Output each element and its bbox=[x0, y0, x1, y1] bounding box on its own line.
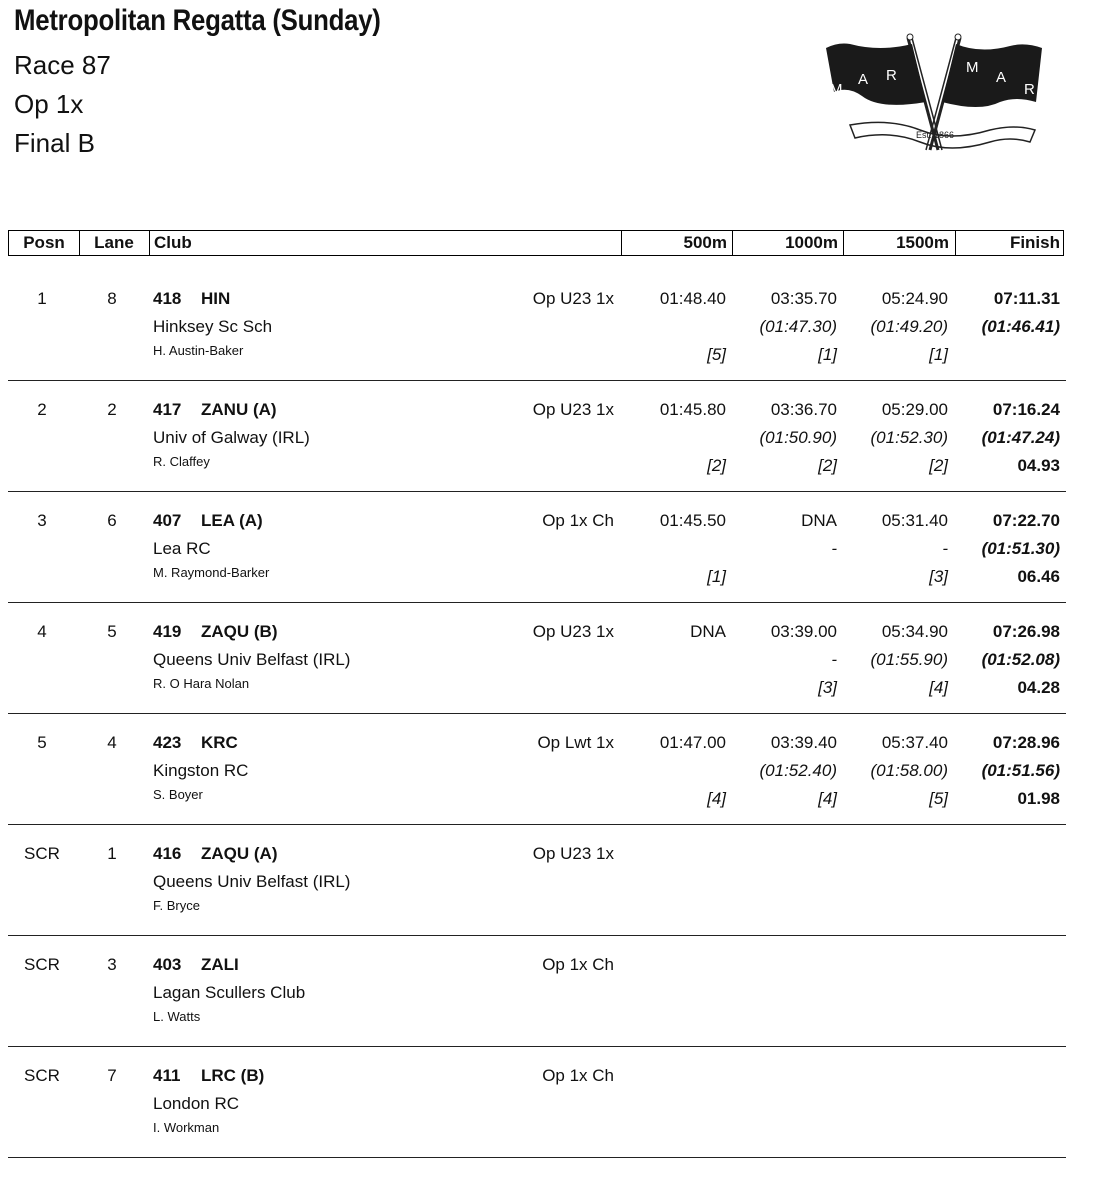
split-1000m: (01:52.40) bbox=[759, 761, 837, 780]
rank-1000m: [1] bbox=[818, 345, 837, 364]
lane: 7 bbox=[107, 1066, 117, 1085]
position: 2 bbox=[37, 400, 47, 419]
rank-1000m: [4] bbox=[818, 789, 837, 808]
crew-name: R. O Hara Nolan bbox=[153, 676, 250, 691]
split-1500m: - bbox=[942, 539, 948, 558]
club-name: Hinksey Sc Sch bbox=[153, 317, 273, 336]
split-1000m: - bbox=[831, 539, 837, 558]
lane: 8 bbox=[107, 289, 117, 308]
col-500m: 500m bbox=[683, 233, 727, 252]
logo-letter-r-right: R bbox=[1024, 81, 1035, 98]
bow-number: 418 bbox=[153, 289, 182, 308]
rank-500m: [2] bbox=[707, 456, 726, 475]
crew-name: S. Boyer bbox=[153, 787, 203, 802]
rank-500m: [1] bbox=[707, 567, 726, 586]
category: Op 1x Ch bbox=[542, 1066, 614, 1085]
bow-number: 416 bbox=[153, 844, 182, 863]
position: 4 bbox=[37, 622, 47, 641]
results-table-header bbox=[8, 230, 1064, 256]
bow-number: 411 bbox=[153, 1066, 181, 1085]
result-row bbox=[8, 714, 1066, 825]
split-1000m: (01:47.30) bbox=[759, 317, 837, 336]
lane: 4 bbox=[107, 733, 117, 752]
time-1000m: 03:36.70 bbox=[770, 400, 837, 419]
time-1500m: 05:29.00 bbox=[881, 400, 948, 419]
result-row bbox=[8, 381, 1066, 492]
logo-letter-m-right: M bbox=[966, 59, 979, 76]
bow-number: 423 bbox=[153, 733, 182, 752]
category: Op Lwt 1x bbox=[537, 733, 614, 752]
category: Op 1x Ch bbox=[542, 511, 614, 530]
logo-letter-a-right: A bbox=[996, 69, 1007, 86]
split-1000m: (01:50.90) bbox=[759, 428, 837, 447]
result-row bbox=[8, 936, 1066, 1047]
split-1000m: - bbox=[831, 650, 837, 669]
split-finish: (01:46.41) bbox=[981, 317, 1060, 336]
rank-1500m: [4] bbox=[929, 678, 948, 697]
crew-code: ZALI bbox=[201, 955, 239, 974]
logo-letter-m-left: M bbox=[830, 81, 843, 98]
col-finish: Finish bbox=[1009, 233, 1060, 252]
page-title: Metropolitan Regatta (Sunday) bbox=[14, 4, 381, 37]
split-1500m: (01:55.90) bbox=[870, 650, 948, 669]
time-1500m: 05:34.90 bbox=[881, 622, 948, 641]
bow-number: 419 bbox=[153, 622, 182, 641]
crew-code: ZANU (A) bbox=[201, 400, 277, 419]
lane: 5 bbox=[107, 622, 117, 641]
result-row bbox=[8, 825, 1066, 936]
event-name: Op 1x bbox=[14, 89, 84, 119]
split-finish: (01:47.24) bbox=[981, 428, 1060, 447]
lane: 1 bbox=[107, 844, 117, 863]
time-500m: 01:47.00 bbox=[659, 733, 726, 752]
logo-letter-r-left: R bbox=[886, 67, 897, 84]
time-500m: DNA bbox=[690, 622, 726, 641]
row-divider bbox=[8, 1157, 1066, 1158]
margin: 06.46 bbox=[1017, 567, 1060, 586]
bow-number: 417 bbox=[153, 400, 182, 419]
time-500m: 01:45.50 bbox=[659, 511, 726, 530]
rank-1000m: [2] bbox=[818, 456, 837, 475]
crew-code: LEA (A) bbox=[201, 511, 263, 530]
time-500m: 01:45.80 bbox=[659, 400, 726, 419]
time-1000m: 03:39.00 bbox=[770, 622, 837, 641]
category: Op 1x Ch bbox=[542, 955, 614, 974]
split-1500m: (01:49.20) bbox=[870, 317, 948, 336]
crew-name: M. Raymond-Barker bbox=[153, 565, 270, 580]
time-finish: 07:22.70 bbox=[992, 511, 1060, 530]
time-1500m: 05:37.40 bbox=[881, 733, 948, 752]
crew-name: R. Claffey bbox=[153, 454, 210, 469]
club-name: Queens Univ Belfast (IRL) bbox=[153, 872, 351, 891]
club-name: Lagan Scullers Club bbox=[153, 983, 306, 1002]
result-row bbox=[8, 1047, 1066, 1158]
category: Op U23 1x bbox=[532, 400, 614, 419]
rank-1500m: [5] bbox=[929, 789, 948, 808]
lane: 2 bbox=[107, 400, 117, 419]
result-row bbox=[8, 603, 1066, 714]
lane: 3 bbox=[107, 955, 117, 974]
rank-500m: [4] bbox=[707, 789, 726, 808]
col-posn: Posn bbox=[23, 233, 65, 252]
split-finish: (01:51.30) bbox=[981, 539, 1060, 558]
position: 1 bbox=[37, 289, 47, 308]
crew-code: LRC (B) bbox=[201, 1066, 265, 1085]
bow-number: 407 bbox=[153, 511, 182, 530]
time-1500m: 05:24.90 bbox=[881, 289, 948, 308]
time-finish: 07:16.24 bbox=[992, 400, 1060, 419]
category: Op U23 1x bbox=[532, 289, 614, 308]
position: 5 bbox=[37, 733, 47, 752]
crew-name: L. Watts bbox=[153, 1009, 201, 1024]
crew-name: I. Workman bbox=[153, 1120, 220, 1135]
race-stage: Final B bbox=[14, 128, 95, 158]
crew-code: ZAQU (B) bbox=[201, 622, 278, 641]
rank-500m: [5] bbox=[707, 345, 726, 364]
club-name: Kingston RC bbox=[153, 761, 249, 780]
margin: 04.28 bbox=[1017, 678, 1060, 697]
split-finish: (01:52.08) bbox=[981, 650, 1060, 669]
rank-1500m: [3] bbox=[929, 567, 948, 586]
split-1500m: (01:52.30) bbox=[870, 428, 948, 447]
lane: 6 bbox=[107, 511, 117, 530]
category: Op U23 1x bbox=[532, 844, 614, 863]
position: SCR bbox=[24, 955, 60, 974]
col-lane: Lane bbox=[94, 233, 134, 252]
club-name: Univ of Galway (IRL) bbox=[153, 428, 310, 447]
crew-name: H. Austin-Baker bbox=[153, 343, 244, 358]
club-name: London RC bbox=[153, 1094, 240, 1113]
position: SCR bbox=[24, 844, 60, 863]
result-row bbox=[8, 270, 1066, 381]
time-finish: 07:26.98 bbox=[992, 622, 1060, 641]
crew-name: F. Bryce bbox=[153, 898, 200, 913]
col-1000m: 1000m bbox=[785, 233, 838, 252]
regatta-logo bbox=[820, 30, 1050, 160]
category: Op U23 1x bbox=[532, 622, 614, 641]
rank-1500m: [1] bbox=[929, 345, 948, 364]
bow-number: 403 bbox=[153, 955, 182, 974]
rank-1500m: [2] bbox=[929, 456, 948, 475]
margin: 04.93 bbox=[1017, 456, 1060, 475]
crew-code: KRC bbox=[201, 733, 238, 752]
logo-established: Est. 1866 bbox=[916, 130, 955, 140]
col-club: Club bbox=[154, 233, 192, 252]
crew-code: HIN bbox=[201, 289, 231, 308]
time-1000m: 03:35.70 bbox=[770, 289, 837, 308]
time-finish: 07:11.31 bbox=[993, 289, 1060, 308]
race-number: Race 87 bbox=[14, 50, 111, 80]
split-1500m: (01:58.00) bbox=[870, 761, 948, 780]
col-1500m: 1500m bbox=[896, 233, 949, 252]
time-finish: 07:28.96 bbox=[992, 733, 1060, 752]
club-name: Queens Univ Belfast (IRL) bbox=[153, 650, 351, 669]
result-row bbox=[8, 492, 1066, 603]
position: SCR bbox=[24, 1066, 60, 1085]
margin: 01.98 bbox=[1017, 789, 1060, 808]
position: 3 bbox=[37, 511, 47, 530]
logo-letter-a-left: A bbox=[858, 71, 869, 88]
time-1000m: DNA bbox=[801, 511, 837, 530]
time-1000m: 03:39.40 bbox=[770, 733, 837, 752]
time-1500m: 05:31.40 bbox=[881, 511, 948, 530]
time-500m: 01:48.40 bbox=[659, 289, 726, 308]
rank-1000m: [3] bbox=[818, 678, 837, 697]
club-name: Lea RC bbox=[153, 539, 211, 558]
split-finish: (01:51.56) bbox=[981, 761, 1060, 780]
crew-code: ZAQU (A) bbox=[201, 844, 278, 863]
